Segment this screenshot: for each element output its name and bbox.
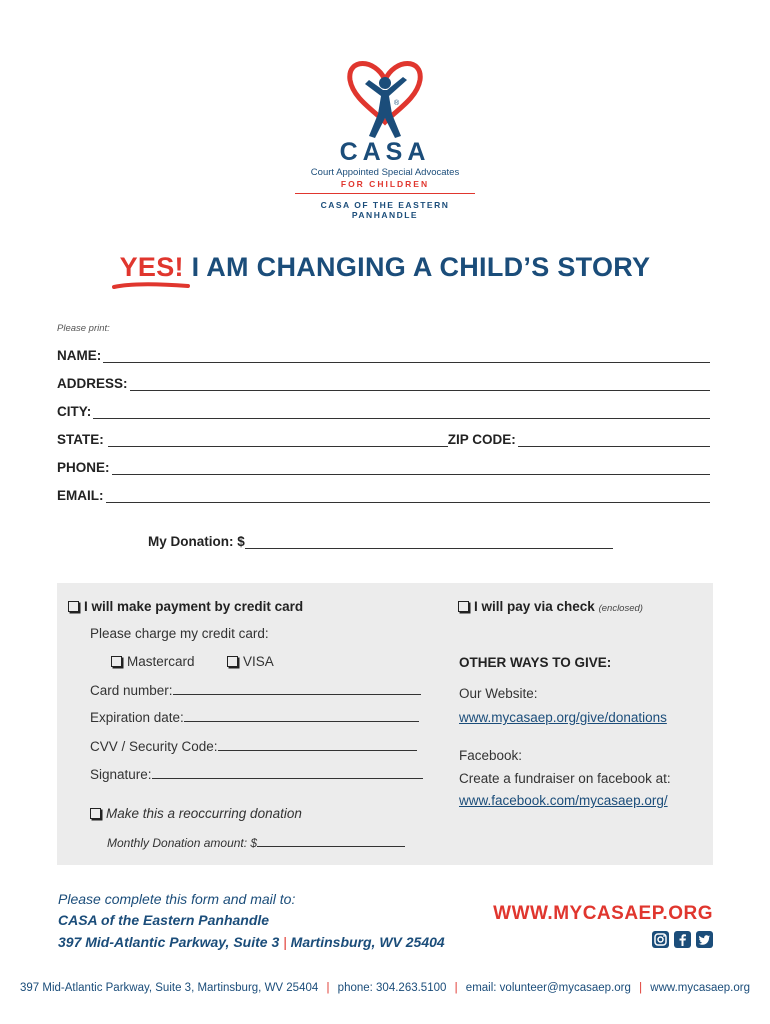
footer-contact: 397 Mid-Atlantic Parkway, Suite 3, Martinsburg, WV 25404 | phone: 304.263.5100 | email: volunteer@mycasaep.org | www.mycasaep.org bbox=[19, 982, 751, 994]
headline-yes: YES! bbox=[120, 252, 192, 282]
phone-label: PHONE: bbox=[57, 460, 110, 475]
check-option[interactable]: I will pay via check (enclosed) bbox=[458, 599, 643, 614]
monthly-amount-field[interactable]: Monthly Donation amount: $ bbox=[107, 834, 405, 850]
reoccurring-checkbox[interactable] bbox=[90, 808, 101, 819]
name-label: NAME: bbox=[57, 348, 102, 363]
name-line[interactable] bbox=[103, 348, 710, 363]
logo-divider bbox=[295, 193, 475, 194]
address-line[interactable] bbox=[130, 376, 710, 391]
registered-mark: ® bbox=[394, 100, 400, 107]
red-underline-swoosh bbox=[112, 281, 190, 291]
donation-line[interactable] bbox=[245, 534, 613, 549]
facebook-link[interactable]: www.facebook.com/mycasaep.org/ bbox=[459, 793, 668, 808]
mail-instruction: Please complete this form and mail to: bbox=[58, 891, 296, 907]
expiration-line[interactable] bbox=[184, 709, 419, 722]
footer-phone: phone: 304.263.5100 bbox=[337, 982, 447, 994]
monthly-amount-line[interactable] bbox=[257, 834, 405, 847]
facebook-icon[interactable] bbox=[674, 931, 691, 948]
headline-rest: I AM CHANGING A CHILD’S STORY bbox=[191, 252, 651, 282]
city-label: CITY: bbox=[57, 404, 92, 419]
payment-panel bbox=[57, 583, 713, 865]
please-print-note: Please print: bbox=[57, 323, 110, 334]
city-line[interactable] bbox=[93, 404, 710, 419]
heart-child-icon bbox=[345, 50, 425, 140]
zip-label: ZIP CODE: bbox=[447, 432, 516, 447]
donation-field[interactable] bbox=[148, 534, 613, 549]
facebook-label: Facebook: bbox=[459, 748, 523, 763]
please-charge-text: Please charge my credit card: bbox=[90, 626, 269, 641]
email-field[interactable] bbox=[57, 488, 710, 503]
donation-label: My Donation: $ bbox=[148, 534, 245, 549]
phone-line[interactable] bbox=[112, 460, 710, 475]
footer-email[interactable]: email: volunteer@mycasaep.org bbox=[465, 982, 631, 994]
logo-chapter: CASA OF THE EASTERN PANHANDLE bbox=[320, 200, 450, 220]
mail-org: CASA of the Eastern Panhandle bbox=[58, 912, 270, 928]
mastercard-checkbox[interactable] bbox=[111, 656, 122, 667]
card-number-line[interactable] bbox=[173, 682, 421, 695]
cvv-line[interactable] bbox=[218, 738, 417, 751]
website-link[interactable]: www.mycasaep.org/give/donations bbox=[459, 710, 667, 725]
phone-field[interactable] bbox=[57, 460, 710, 475]
address-field[interactable] bbox=[57, 376, 710, 391]
website-big[interactable]: WWW.MYCASAEP.ORG bbox=[493, 903, 713, 924]
logo-casa-text: CASA bbox=[339, 138, 431, 166]
check-note: (enclosed) bbox=[598, 603, 643, 614]
website-label: Our Website: bbox=[459, 686, 538, 701]
facebook-text: Create a fundraiser on facebook at: bbox=[459, 771, 671, 786]
email-line[interactable] bbox=[106, 488, 711, 503]
reoccurring-option[interactable]: Make this a reoccurring donation bbox=[90, 806, 302, 821]
twitter-icon[interactable] bbox=[696, 931, 713, 948]
name-field[interactable] bbox=[57, 348, 710, 363]
casa-logo bbox=[290, 50, 480, 220]
cvv-field[interactable]: CVV / Security Code: bbox=[90, 738, 417, 754]
signature-field[interactable]: Signature: bbox=[90, 766, 423, 782]
instagram-icon[interactable] bbox=[652, 931, 669, 948]
logo-for-children: FOR CHILDREN bbox=[340, 179, 430, 189]
mastercard-option[interactable]: Mastercard bbox=[111, 654, 195, 669]
other-ways-heading: OTHER WAYS TO GIVE: bbox=[459, 655, 612, 670]
state-label: STATE: bbox=[57, 432, 104, 447]
visa-checkbox[interactable] bbox=[227, 656, 238, 667]
zip-line[interactable] bbox=[518, 432, 710, 447]
state-line[interactable] bbox=[108, 432, 448, 447]
city-field[interactable] bbox=[57, 404, 710, 419]
footer-address: 397 Mid-Atlantic Parkway, Suite 3, Martinsburg, WV 25404 bbox=[19, 982, 319, 994]
state-zip-row bbox=[57, 432, 710, 447]
credit-card-checkbox[interactable] bbox=[68, 601, 79, 612]
signature-line[interactable] bbox=[152, 766, 423, 779]
social-icons bbox=[652, 931, 713, 948]
email-label: EMAIL: bbox=[57, 488, 104, 503]
card-number-field[interactable]: Card number: bbox=[90, 682, 421, 698]
address-label: ADDRESS: bbox=[57, 376, 128, 391]
logo-subtitle: Court Appointed Special Advocates bbox=[310, 167, 460, 178]
headline bbox=[0, 252, 770, 283]
expiration-field[interactable]: Expiration date: bbox=[90, 709, 419, 725]
mail-address: 397 Mid-Atlantic Parkway, Suite 3 | Martinsburg, WV 25404 bbox=[58, 934, 445, 950]
visa-option[interactable]: VISA bbox=[227, 654, 274, 669]
check-checkbox[interactable] bbox=[458, 601, 469, 612]
footer-web[interactable]: www.mycasaep.org bbox=[650, 982, 751, 994]
credit-card-option[interactable]: I will make payment by credit card bbox=[68, 599, 303, 614]
